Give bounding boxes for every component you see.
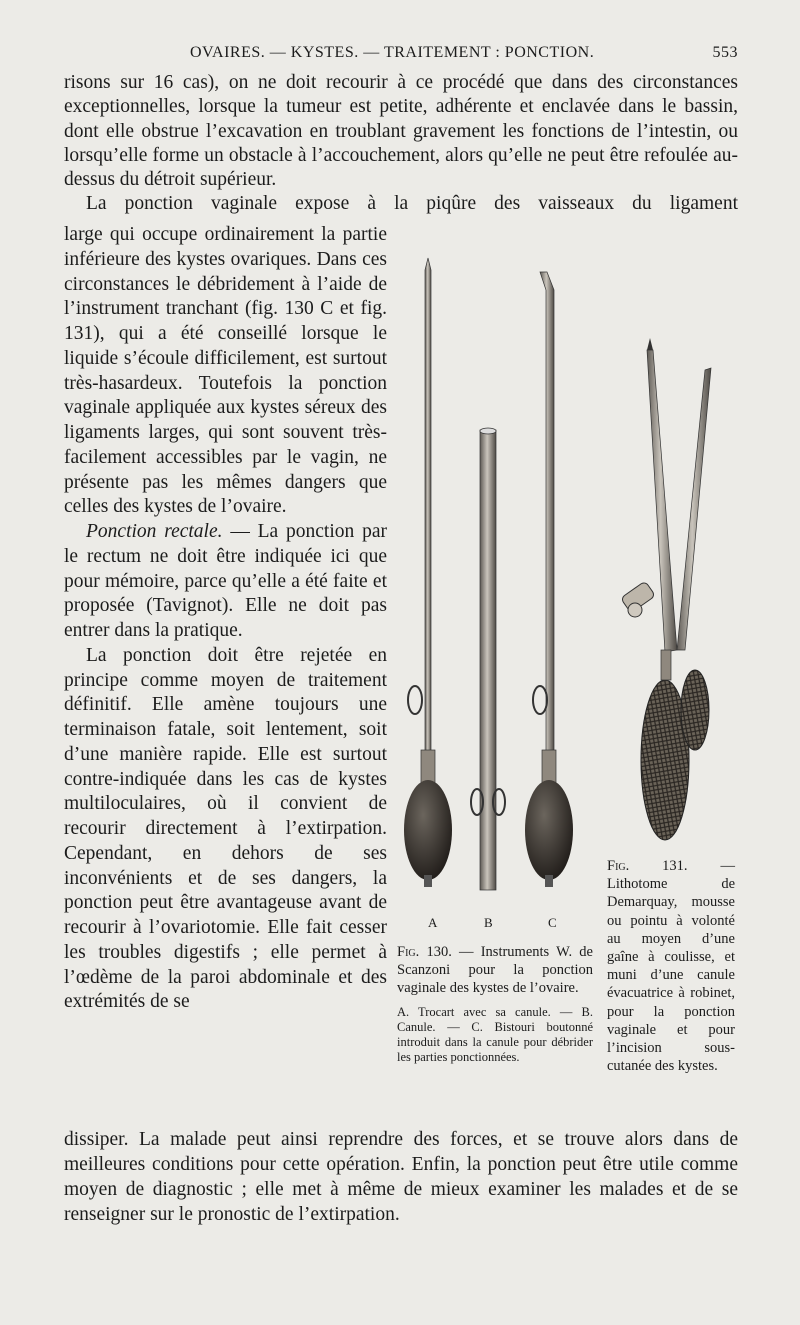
figure-130-legend: A. Trocart avec sa canule. — B. Canule. — C. Bistouri boutonné introduit dans la canule pour débrider les parties ponctionnées.: [397, 1005, 593, 1064]
figure-130-131-illustration: [395, 250, 740, 950]
figure-130-description: — Instruments W. de Scanzoni pour la ponction vaginale des kystes de l’ovaire.: [397, 944, 593, 996]
rectale-heading: Ponction rectale.: [86, 521, 223, 542]
running-head: [64, 44, 738, 66]
rejet-paragraph: La ponction doit être rejetée en principe comme moyen de traitement définitif. Elle amène toujours une terminaison fatale, soit lentement, soit d’une manière rapide. Elle est surtout contre-indiquée dans les cas de kystes multiloculaires, où il convient de recourir directement à l’extirpation. Cependant, en dehors de ses inconvénients et de ses dangers, la ponction peut être avantageuse avant de recourir à l’ovariotomie. Elle fait cesser les troubles digestifs ; elle permet à l’œdème de la paroi abdominale et des extrémités de se: [64, 644, 387, 1013]
page-number: 553: [712, 44, 738, 61]
figure-131-caption: [607, 857, 735, 1075]
rectale-paragraph: [64, 520, 387, 644]
rectale-text: — La ponction par le rectum ne doit être indiquée ici que pour mémoire, parce qu’elle a été faite et proposée (Tavignot). Elle ne doit pas entrer dans la pratique.: [64, 521, 387, 641]
figure-130-label: Fig. 130.: [397, 944, 452, 960]
figure-131-description: — Lithotome de Demarquay, mousse ou pointu à volonté au moyen d’une gaîne à coulisse, et muni d’une canule évacuatrice à robinet, pour la ponction vaginale et pour l’incision sous-cutanée des kystes.: [607, 858, 735, 1075]
figure-letter-c: C: [548, 915, 557, 930]
bottom-paragraph: dissiper. La malade peut ainsi reprendre des forces, et se trouve alors dans de meilleures conditions pour cette opération. Enfin, la ponction peut être utile comme moyen de diagnostic ; elle met à même de mieux examiner les malades et de se renseigner sur le pronostic de l’extirpation.: [64, 1129, 738, 1225]
vaginale-paragraph: large qui occupe ordinairement la partie inférieure des kystes ovariques. Dans ces circonstances le débridement à l’aide de l’instrument tranchant (fig. 130 C et fig. 131), qui a été conseillé lorsque le liquide s’écoule difficilement, est surtout très-hasardeux. Toutefois la ponction vaginale appliquée aux kystes séreux des ligaments larges, qui sont souvent très-facilement accessibles par le vagin, ne présente pas les mêmes dangers que celles des kystes de l’ovaire.: [64, 224, 387, 518]
lithotome-drawing: [621, 338, 711, 840]
vaginale-lead-line: La ponction vaginale expose à la piqûre des vaisseaux du ligament: [86, 193, 738, 215]
figure-130-caption: [397, 943, 593, 1065]
figure-131-caption-text: [607, 857, 735, 1075]
figure-letter-a: A: [428, 915, 438, 930]
figure-130-caption-text: [397, 943, 593, 997]
trocart-a-drawing: [404, 258, 452, 887]
left-text-column: [64, 223, 387, 1015]
figure-131-label: Fig. 131.: [607, 858, 688, 874]
bottom-paragraph-block: [64, 1127, 738, 1227]
figure-letter-b: B: [484, 915, 493, 930]
top-paragraph-block: [64, 71, 738, 217]
running-head-title: OVAIRES. — KYSTES. — TRAITEMENT : PONCTION.: [190, 44, 595, 61]
top-paragraph: risons sur 16 cas), on ne doit recourir à ce procédé que dans des circonstances exceptionnelles, lorsque la tumeur est petite, adhérente et enclavée dans le bassin, dont elle obstrue l’excavation en troublant gravement les fonctions de l’intestin, ou lorsqu’elle forme un obstacle à l’accouchement, alors qu’elle ne peut être refoulée au-dessus du détroit supérieur.: [64, 72, 738, 191]
bistouri-c-drawing: [525, 272, 573, 887]
canule-b-drawing: [471, 428, 505, 890]
